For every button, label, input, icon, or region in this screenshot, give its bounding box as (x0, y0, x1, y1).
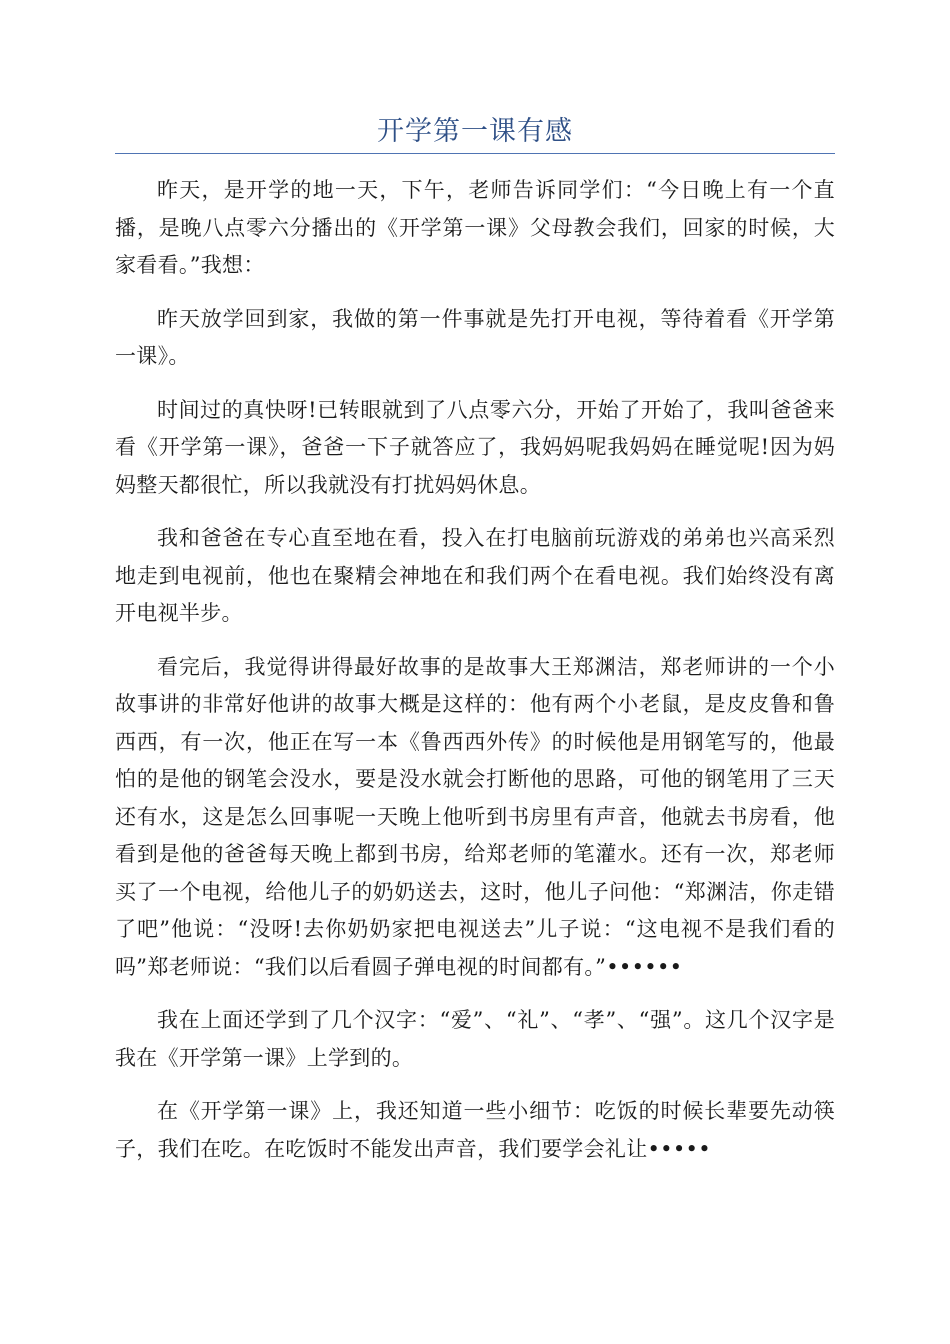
document-body (115, 172, 835, 1184)
document-title: 开学第一课有感 (377, 116, 573, 147)
paragraph: 时间过的真快呀!已转眼就到了八点零六分，开始了开始了，我叫爸爸来看《开学第一课》，爸爸一下子就答应了，我妈妈呢我妈妈在睡觉呢!因为妈妈整天都很忙，所以我就没有打扰妈妈休息。 (115, 397, 835, 497)
paragraph: 看完后，我觉得讲得最好故事的是故事大王郑渊洁，郑老师讲的一个小故事讲的非常好他讲的故事大概是这样的：他有两个小老鼠，是皮皮鲁和鲁西西，有一次，他正在写一本《鲁西西外传》的时候他是用钢笔写的，他最怕的是他的钢笔会没水，要是没水就会打断他的思路，可他的钢笔用了三天还有水，这是怎么回事呢一天晚上他听到书房里有声音，他就去书房看，他看到是他的爸爸每天晚上都到书房，给郑老师的笔灌水。还有一次，郑老师买了一个电视，给他儿子的奶奶送去，这时，他儿子问他：“郑渊洁，你走错了吧”他说：“没呀!去你奶奶家把电视送去”儿子说：“这电视不是我们看的吗”郑老师说：“我们以后看圆子弹电视的时间都有。”•••••• (115, 654, 835, 979)
title-underline (115, 153, 835, 154)
paragraph: 我在上面还学到了几个汉字：“爱”、“礼”、“孝”、“强”。这几个汉字是我在《开学第一课》上学到的。 (115, 1008, 835, 1070)
paragraph: 我和爸爸在专心直至地在看，投入在打电脑前玩游戏的弟弟也兴高采烈地走到电视前，他也在聚精会神地在和我们两个在看电视。我们始终没有离开电视半步。 (115, 526, 835, 625)
paragraph: 昨天放学回到家，我做的第一件事就是先打开电视，等待着看《开学第一课》。 (115, 306, 835, 368)
paragraph: 在《开学第一课》上，我还知道一些小细节：吃饭的时候长辈要先动筷子，我们在吃。在吃饭时不能发出声音，我们要学会礼让••••• (115, 1099, 835, 1161)
paragraph: 昨天，是开学的地一天，下午，老师告诉同学们：“今日晚上有一个直播，是晚八点零六分播出的《开学第一课》父母教会我们，回家的时候，大家看看。”我想： (115, 178, 835, 277)
